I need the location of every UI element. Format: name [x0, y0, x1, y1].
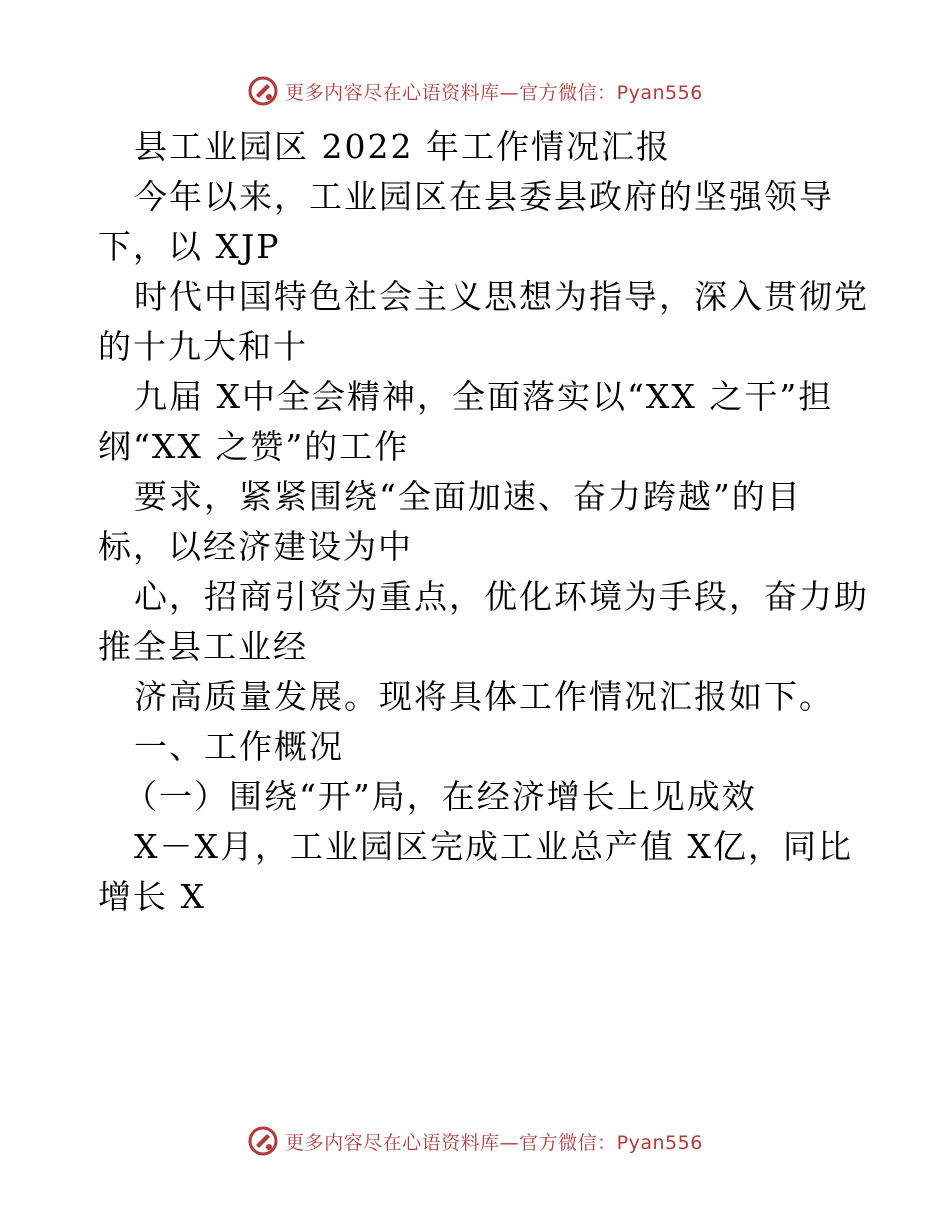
section-heading: 一、工作概况	[134, 727, 344, 766]
document-title: 县工业园区 2022 年工作情况汇报	[134, 127, 671, 166]
paragraph-line: 增长 X	[98, 877, 206, 916]
paragraph-line: X－X月，工业园区完成工业总产值 X亿，同比	[134, 827, 853, 866]
paragraph-line: 的十九大和十	[98, 327, 308, 366]
paragraph-line: 今年以来，工业园区在县委县政府的坚强领导	[134, 177, 834, 216]
watermark-text: 更多内容尽在心语资料库—官方微信：Pyan556	[285, 81, 703, 104]
subsection-heading: （一）围绕“开”局，在经济增长上见成效	[124, 777, 757, 816]
document-body	[98, 122, 868, 922]
paragraph-line: 要求，紧紧围绕“全面加速、奋力跨越”的目	[134, 477, 802, 516]
watermark-header	[0, 75, 950, 107]
paragraph-line: 济高质量发展。现将具体工作情况汇报如下。	[134, 677, 834, 716]
paragraph-line: 下，以 XJP	[98, 227, 281, 266]
watermark-footer	[0, 1125, 950, 1157]
paragraph-line: 九届 X中全会精神，全面落实以“XX 之干”担	[134, 377, 834, 416]
paragraph-line: 时代中国特色社会主义思想为指导，深入贯彻党	[134, 277, 869, 316]
brand-logo-icon	[247, 75, 279, 107]
paragraph-line: 推全县工业经	[98, 627, 308, 666]
paragraph-line: 纲“XX 之赞”的工作	[98, 427, 410, 466]
paragraph-line: 心，招商引资为重点，优化环境为手段，奋力助	[134, 577, 869, 616]
brand-logo-icon	[247, 1125, 279, 1157]
watermark-text: 更多内容尽在心语资料库—官方微信：Pyan556	[285, 1131, 703, 1154]
paragraph-line: 标，以经济建设为中	[98, 527, 413, 566]
